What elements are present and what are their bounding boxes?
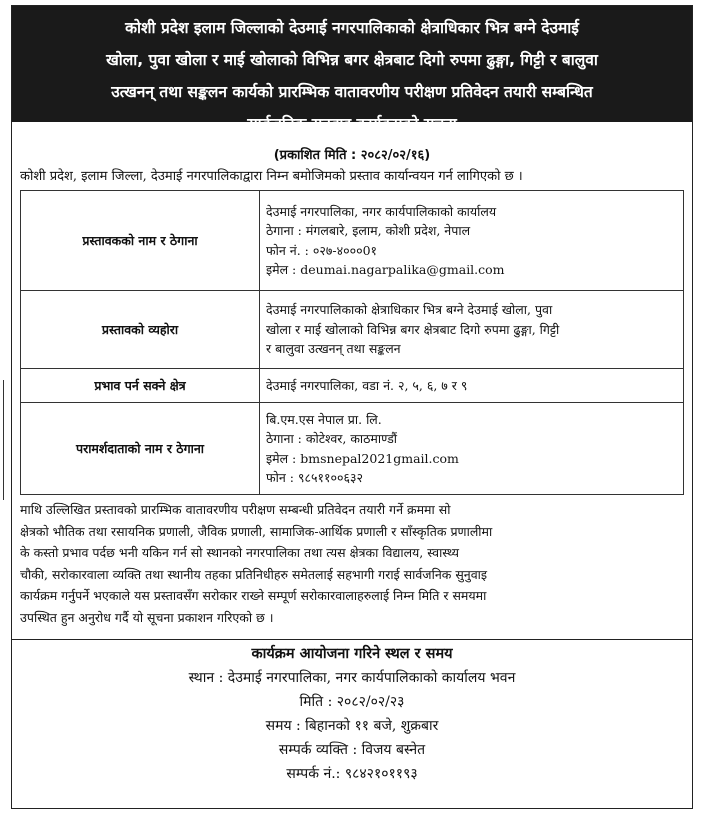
event-date: मिति : २०८२/०२/२३ (299, 693, 405, 710)
value-line: फोन : ९८५११००६३२ (266, 470, 363, 485)
intro-text: कोशी प्रदेश, इलाम जिल्ला, देउमाई नगरपालिकाद्वारा निम्न बमोजिमको प्रस्ताव कार्यान्वयन गर्न लागिएको छ । (20, 169, 523, 184)
header-line: कोशी प्रदेश इलाम जिल्लाको देउमाई नगरपालिकाको क्षेत्राधिकार भित्र बग्ने देउमाई (125, 19, 579, 37)
body-line: के कस्तो प्रभाव पर्दछ भनी यकिन गर्न सो स्थानको नगरपालिका तथा त्यस क्षेत्रका विद्यालय, स्वास्थ्य (20, 545, 459, 561)
body-line: उपस्थित हुन अनुरोध गर्दै यो सूचना प्रकाशन गरिएको छ । (20, 609, 274, 625)
body-line: क्षेत्रको भौतिक तथा रसायनिक प्रणाली, जैविक प्रणाली, सामाजिक-आर्थिक प्रणाली र साँस्कृतिक प्रणालीमा (20, 523, 493, 539)
published-date: (प्रकाशित मिति : २०८२/०२/१६) (273, 148, 431, 163)
event-venue: स्थान : देउमाई नगरपालिका, नगर कार्यपालिकाको कार्यालय भवन (188, 669, 516, 686)
event-time: समय : बिहानको ११ बजे, शुक्रबार (265, 717, 439, 734)
row-value (260, 403, 684, 495)
row-value (260, 191, 684, 291)
value-line: र बालुवा उत्खनन् तथा सङ्कलन (266, 341, 401, 357)
row-label: प्रस्तावको व्यहोरा (21, 291, 260, 369)
public-notice (11, 5, 693, 809)
row-value (260, 291, 684, 369)
contact-number: सम्पर्क नं.: ९८४२१०११९३ (286, 765, 418, 782)
row-value (260, 369, 684, 403)
row-label: प्रस्तावकको नाम र ठेगाना (21, 191, 260, 291)
header-line: खोला, पुवा खोला र माई खोलाको विभिन्न बगर क्षेत्रबाट दिगो रुपमा ढुङ्गा, गिट्टी र बालुवा (106, 51, 598, 69)
event-title: कार्यक्रम आयोजना गरिने स्थल र समय (251, 645, 453, 662)
value-line: फोन नं. : ०२७-४०००0१ (266, 242, 378, 258)
body-line: माथि उल्लिखित प्रस्तावको प्रारम्भिक वातावरणीय परीक्षण सम्बन्धी प्रतिवेदन तयारी गर्ने क्रममा सो (20, 502, 451, 517)
body-line: कार्यक्रम गर्नुपर्ने भएकाले यस प्रस्तावसँग सरोकार राख्ने सम्पूर्ण सरोकारवालाहरुलाई निम्न मिति र समयमा (20, 588, 487, 604)
value-line: खोला र माई खोलाको विभिन्न बगर क्षेत्रबाट दिगो रुपमा ढुङ्गा, गिट्टी (266, 321, 560, 337)
table-row (21, 403, 684, 495)
table-row (21, 191, 684, 291)
body-line: चौकी, सरोकारवाला व्यक्ति तथा स्थानीय तहका प्रतिनिधीहरु समेतलाई सहभागी गराई सार्वजनिक सुनुवाइ (20, 566, 488, 582)
event-details (12, 639, 692, 786)
table-row (21, 291, 684, 369)
value-line: ठेगाना : मंगलबारे, इलाम, कोशी प्रदेश, नेपाल (266, 223, 471, 238)
scan-edge-mark (3, 380, 4, 500)
value-line: बि.एम.एस नेपाल प्रा. लि. (266, 411, 382, 427)
table-row (21, 369, 684, 403)
header-line: सार्वजनिक सुनुवाइ कार्यक्रमको सूचना (247, 115, 457, 133)
row-label: प्रभाव पर्न सक्ने क्षेत्र (21, 369, 260, 403)
value-line: देउमाई नगरपालिका, नगर कार्यपालिकाको कार्यालय (266, 203, 497, 219)
contact-person: सम्पर्क व्यक्ति : विजय बस्नेत (278, 741, 426, 758)
proposal-info-table (20, 190, 684, 495)
value-line: देउमाई नगरपालिकाको क्षेत्राधिकार भित्र बग्ने देउमाई खोला, पुवा (266, 302, 553, 318)
value-line: ठेगाना : कोटेश्वर, काठमाण्डौं (266, 431, 398, 446)
value-line: देउमाई नगरपालिका, वडा नं. २, ५, ६, ७ र ९ (266, 377, 468, 393)
notice-body (12, 495, 692, 629)
value-line: इमेल : bmsnepal2021gmail.com (266, 450, 459, 466)
notice-header (12, 6, 692, 133)
value-line: इमेल : deumai.nagarpalika@gmail.com (266, 262, 505, 277)
header-line: उत्खनन् तथा सङ्कलन कार्यको प्रारम्भिक वातावरणीय परीक्षण प्रतिवेदन तयारी सम्बन्धित (111, 83, 593, 101)
row-label: परामर्शदाताको नाम र ठेगाना (21, 403, 260, 495)
